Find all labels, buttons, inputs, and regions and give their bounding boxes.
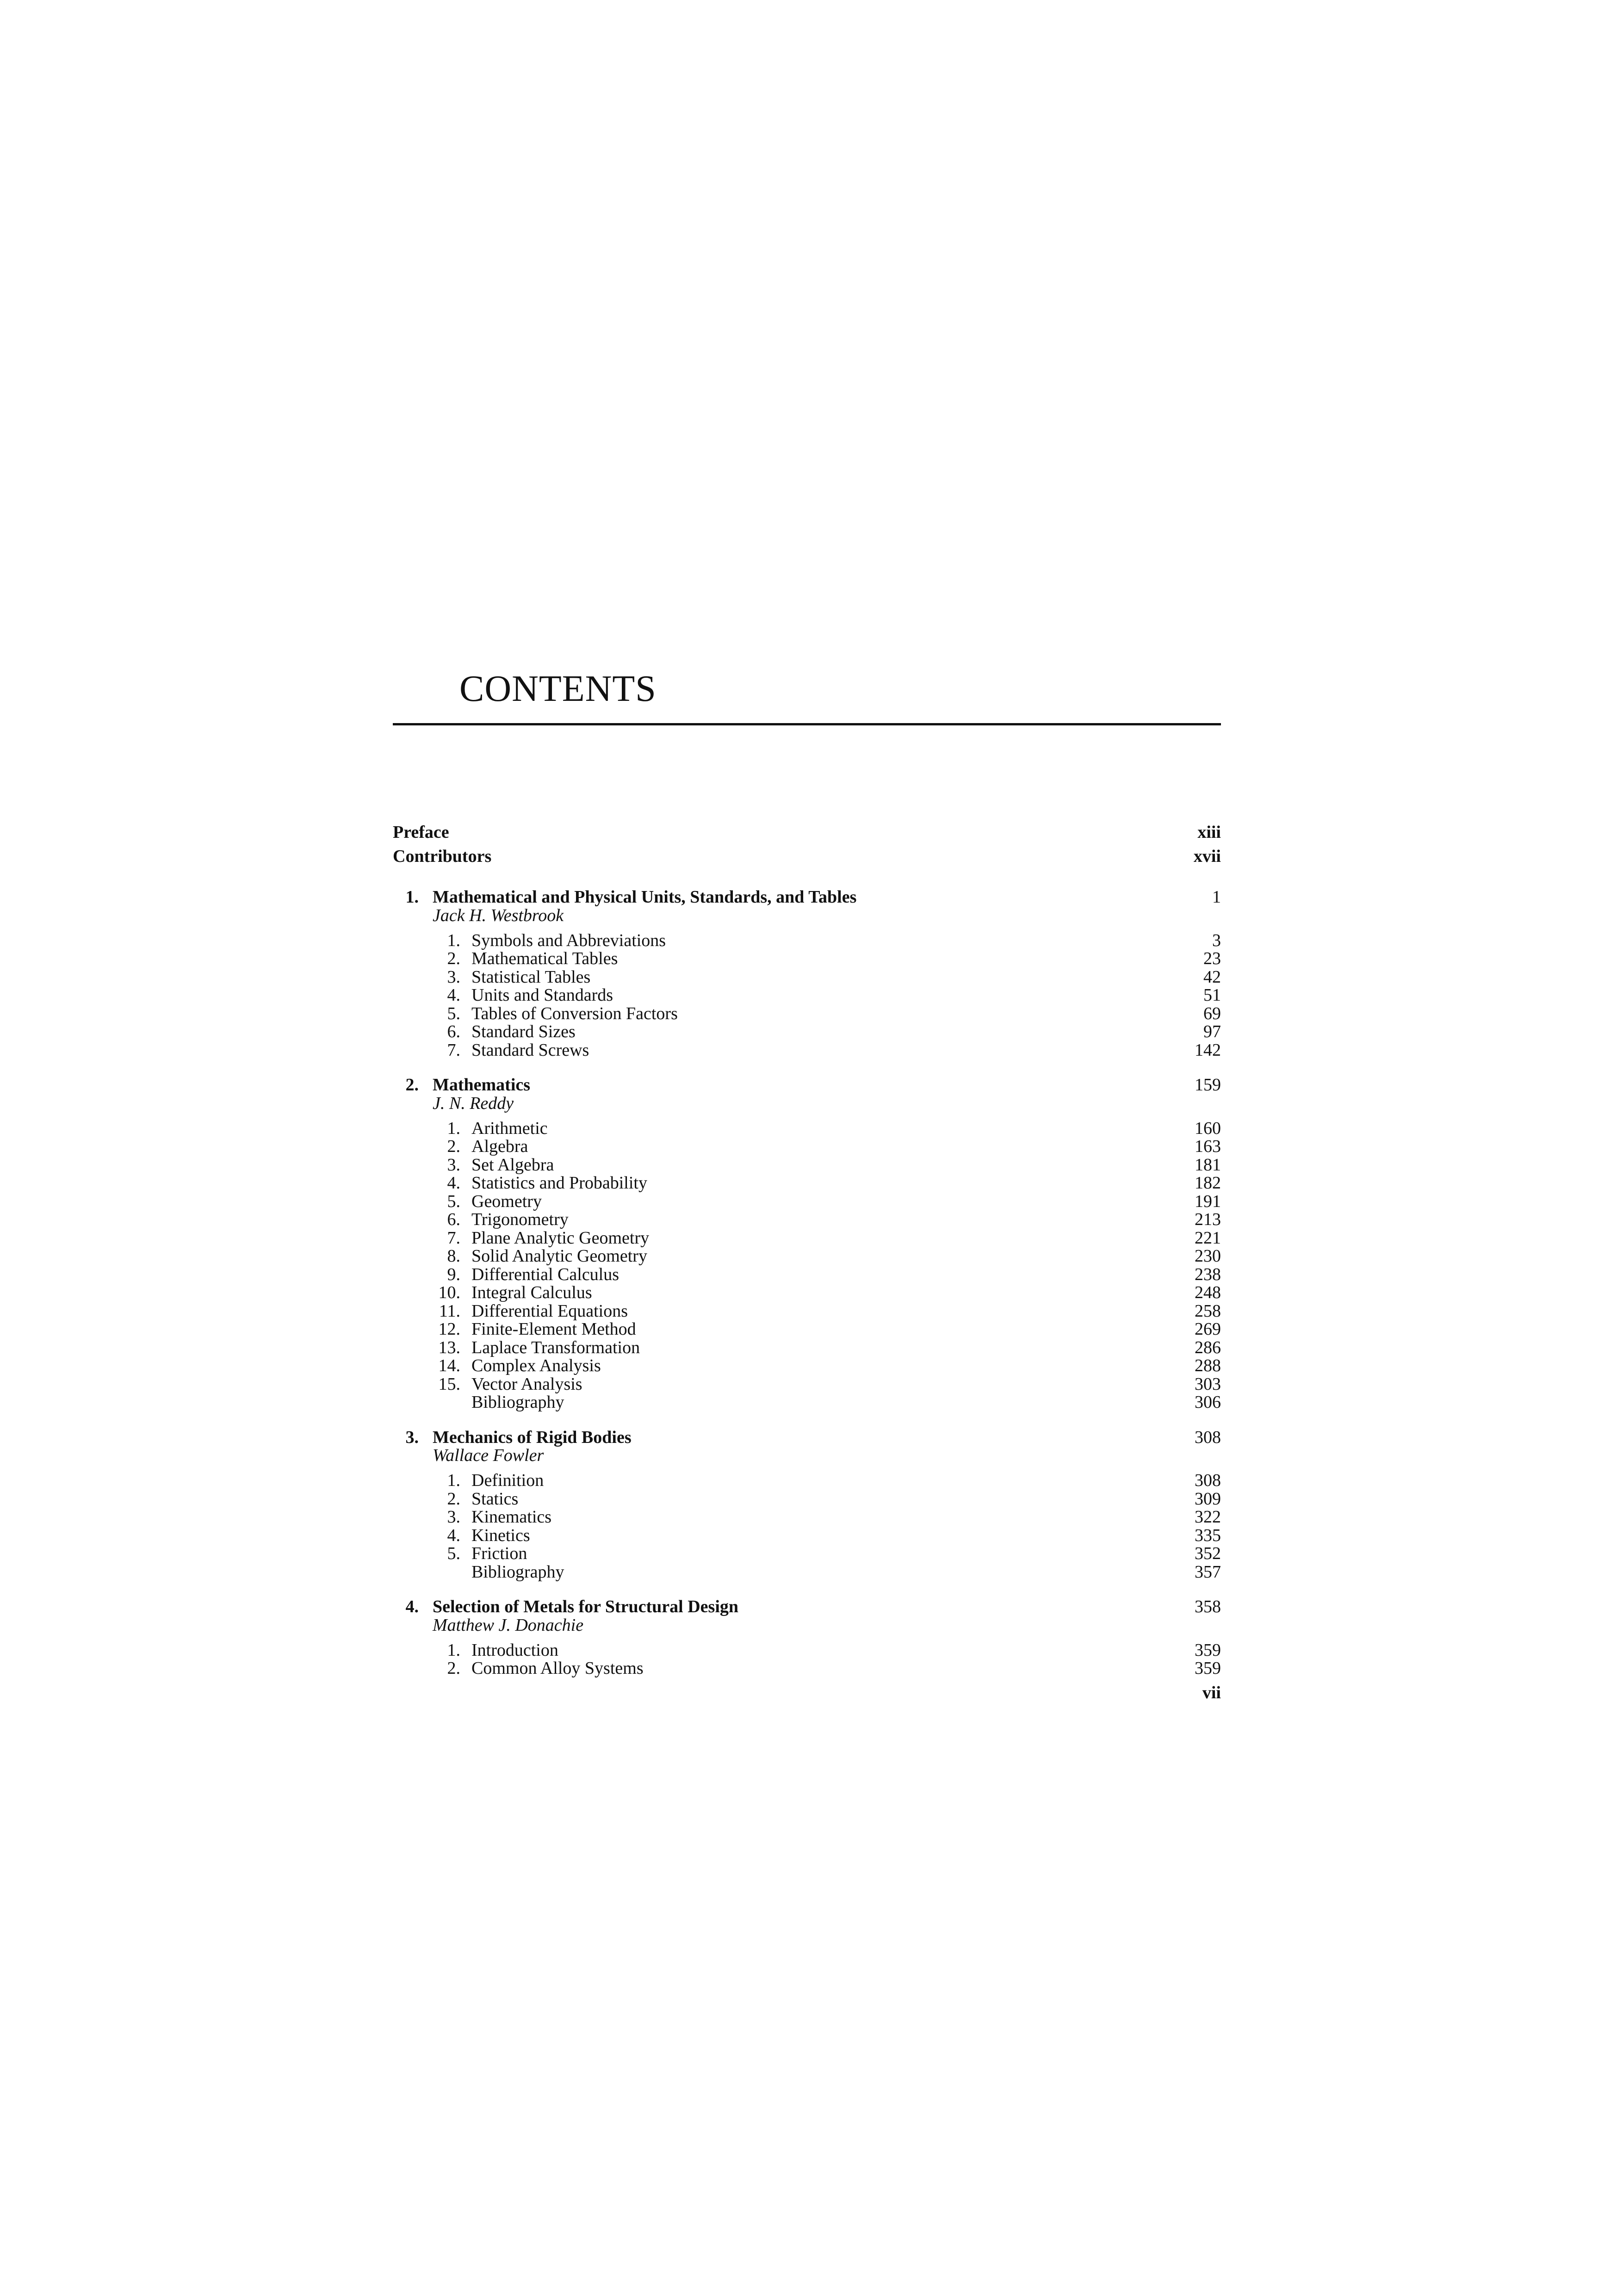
section-number: 7. xyxy=(447,1040,460,1060)
section-page-number: 248 xyxy=(1195,1283,1221,1302)
section-entry[interactable] xyxy=(393,1527,1221,1545)
section-number: 1. xyxy=(447,1640,460,1660)
chapter-page-number: 1 xyxy=(1212,887,1221,907)
section-page-number: 69 xyxy=(1203,1003,1221,1023)
section-title: Standard Sizes xyxy=(471,1022,576,1041)
section-number: 4. xyxy=(447,1525,460,1545)
chapter-block xyxy=(393,1076,1221,1412)
section-entry[interactable] xyxy=(393,1393,1221,1412)
section-page-number: 97 xyxy=(1203,1022,1221,1041)
chapter-block xyxy=(393,888,1221,1059)
chapter-heading[interactable] xyxy=(393,1076,1221,1095)
section-page-number: 269 xyxy=(1195,1319,1221,1339)
section-entry[interactable] xyxy=(393,1174,1221,1193)
page-title: CONTENTS xyxy=(459,668,657,709)
section-number: 3. xyxy=(447,1155,460,1175)
section-number: 5. xyxy=(447,1003,460,1023)
section-page-number: 142 xyxy=(1195,1040,1221,1060)
section-page-number: 303 xyxy=(1195,1374,1221,1394)
section-page-number: 352 xyxy=(1195,1544,1221,1563)
section-entry[interactable] xyxy=(393,1284,1221,1302)
section-page-number: 163 xyxy=(1195,1137,1221,1156)
section-title: Statistics and Probability xyxy=(471,1173,647,1193)
chapter-title: Mathematical and Physical Units, Standards, and Tables xyxy=(433,887,857,907)
entry-title: Contributors xyxy=(393,847,492,866)
section-title: Laplace Transformation xyxy=(471,1337,640,1357)
section-title: Plane Analytic Geometry xyxy=(471,1228,650,1248)
chapter-heading[interactable] xyxy=(393,1598,1221,1616)
section-entry[interactable] xyxy=(393,968,1221,987)
section-title: Algebra xyxy=(471,1137,528,1156)
section-number: 8. xyxy=(447,1246,460,1266)
chapter-heading[interactable] xyxy=(393,888,1221,907)
chapter-title: Selection of Metals for Structural Design xyxy=(433,1597,739,1616)
section-number: 10. xyxy=(438,1283,460,1302)
title-rule xyxy=(393,723,1221,725)
section-number: 4. xyxy=(447,985,460,1005)
section-title: Standard Screws xyxy=(471,1040,589,1060)
entry-title: Preface xyxy=(393,823,449,842)
section-title: Common Alloy Systems xyxy=(471,1659,644,1678)
chapter-number: 4. xyxy=(405,1597,419,1616)
section-entry[interactable] xyxy=(393,1193,1221,1211)
section-number: 2. xyxy=(447,949,460,968)
section-number: 4. xyxy=(447,1173,460,1193)
section-page-number: 359 xyxy=(1195,1659,1221,1678)
section-page-number: 181 xyxy=(1195,1155,1221,1175)
section-title: Geometry xyxy=(471,1191,542,1211)
section-page-number: 335 xyxy=(1195,1525,1221,1545)
section-entry[interactable] xyxy=(393,1211,1221,1229)
section-entry[interactable] xyxy=(393,1229,1221,1248)
section-entry[interactable] xyxy=(393,1490,1221,1509)
section-page-number: 322 xyxy=(1195,1507,1221,1527)
section-page-number: 191 xyxy=(1195,1191,1221,1211)
section-title: Differential Equations xyxy=(471,1301,628,1321)
section-page-number: 286 xyxy=(1195,1337,1221,1357)
section-number: 5. xyxy=(447,1544,460,1563)
section-title: Set Algebra xyxy=(471,1155,554,1175)
section-number: 6. xyxy=(447,1210,460,1229)
chapter-page-number: 358 xyxy=(1195,1597,1221,1616)
section-number: 14. xyxy=(438,1356,460,1375)
section-title: Kinematics xyxy=(471,1507,552,1527)
front-matter-entry[interactable] xyxy=(393,848,1221,872)
front-matter-entry[interactable] xyxy=(393,823,1221,848)
section-page-number: 359 xyxy=(1195,1640,1221,1660)
chapter-number: 1. xyxy=(405,887,419,907)
section-number: 6. xyxy=(447,1022,460,1041)
section-title: Finite-Element Method xyxy=(471,1319,636,1339)
section-entry[interactable] xyxy=(393,1375,1221,1394)
section-number: 7. xyxy=(447,1228,460,1248)
section-title: Solid Analytic Geometry xyxy=(471,1246,647,1266)
section-number: 3. xyxy=(447,967,460,987)
section-number: 5. xyxy=(447,1191,460,1211)
entry-page-number: xiii xyxy=(1197,823,1221,842)
section-page-number: 23 xyxy=(1203,949,1221,968)
section-entry[interactable] xyxy=(393,1563,1221,1582)
chapter-author: Wallace Fowler xyxy=(433,1446,544,1465)
section-entry[interactable] xyxy=(393,1320,1221,1339)
section-entry[interactable] xyxy=(393,1357,1221,1375)
section-page-number: 213 xyxy=(1195,1210,1221,1229)
section-page-number: 238 xyxy=(1195,1264,1221,1284)
chapter-author: Matthew J. Donachie xyxy=(433,1615,584,1635)
section-entry[interactable] xyxy=(393,1339,1221,1357)
section-title: Friction xyxy=(471,1544,527,1563)
table-of-contents xyxy=(393,823,1221,1678)
section-number: 1. xyxy=(447,1471,460,1490)
section-entry[interactable] xyxy=(393,950,1221,968)
page-folio: vii xyxy=(1202,1683,1221,1702)
section-entry[interactable] xyxy=(393,1266,1221,1284)
section-number: 2. xyxy=(447,1137,460,1156)
chapter-heading[interactable] xyxy=(393,1429,1221,1447)
section-entry[interactable] xyxy=(393,1508,1221,1527)
section-page-number: 51 xyxy=(1203,985,1221,1005)
section-title: Arithmetic xyxy=(471,1118,548,1138)
section-number: 15. xyxy=(438,1374,460,1394)
section-title: Integral Calculus xyxy=(471,1283,592,1302)
section-entry[interactable] xyxy=(393,1247,1221,1266)
section-page-number: 288 xyxy=(1195,1356,1221,1375)
chapter-block xyxy=(393,1598,1221,1678)
section-title: Bibliography xyxy=(471,1562,564,1582)
section-entry[interactable] xyxy=(393,1545,1221,1563)
section-entry[interactable] xyxy=(393,1138,1221,1156)
section-page-number: 3 xyxy=(1212,930,1221,950)
section-title: Statistical Tables xyxy=(471,967,591,987)
section-number: 3. xyxy=(447,1507,460,1527)
section-number: 12. xyxy=(438,1319,460,1339)
section-page-number: 308 xyxy=(1195,1471,1221,1490)
section-entry[interactable] xyxy=(393,1023,1221,1041)
section-page-number: 309 xyxy=(1195,1489,1221,1509)
chapter-page-number: 159 xyxy=(1195,1075,1221,1095)
section-title: Statics xyxy=(471,1489,519,1509)
section-entry[interactable] xyxy=(393,1005,1221,1023)
chapter-title: Mathematics xyxy=(433,1075,531,1095)
section-title: Trigonometry xyxy=(471,1210,569,1229)
chapter-number: 3. xyxy=(405,1427,419,1447)
section-title: Differential Calculus xyxy=(471,1264,619,1284)
section-number: 11. xyxy=(439,1301,460,1321)
section-page-number: 306 xyxy=(1195,1392,1221,1412)
section-page-number: 258 xyxy=(1195,1301,1221,1321)
section-entry[interactable] xyxy=(393,1041,1221,1060)
entry-page-number: xvii xyxy=(1193,847,1221,866)
section-entry[interactable] xyxy=(393,1641,1221,1660)
section-page-number: 230 xyxy=(1195,1246,1221,1266)
section-entry[interactable] xyxy=(393,1156,1221,1175)
section-title: Bibliography xyxy=(471,1392,564,1412)
section-entry[interactable] xyxy=(393,986,1221,1005)
section-number: 2. xyxy=(447,1659,460,1678)
section-page-number: 160 xyxy=(1195,1118,1221,1138)
section-entry[interactable] xyxy=(393,1120,1221,1138)
section-title: Symbols and Abbreviations xyxy=(471,930,666,950)
section-number: 1. xyxy=(447,1118,460,1138)
section-number: 13. xyxy=(438,1337,460,1357)
chapter-author: J. N. Reddy xyxy=(433,1093,514,1113)
chapter-number: 2. xyxy=(405,1075,419,1095)
chapter-page-number: 308 xyxy=(1195,1427,1221,1447)
section-number: 2. xyxy=(447,1489,460,1509)
section-entry[interactable] xyxy=(393,1472,1221,1490)
section-number: 1. xyxy=(447,930,460,950)
section-title: Definition xyxy=(471,1471,544,1490)
section-number: 9. xyxy=(447,1264,460,1284)
section-title: Complex Analysis xyxy=(471,1356,601,1375)
section-entry[interactable] xyxy=(393,932,1221,950)
chapter-block xyxy=(393,1429,1221,1582)
section-title: Tables of Conversion Factors xyxy=(471,1003,678,1023)
section-entry[interactable] xyxy=(393,1302,1221,1321)
chapter-author: Jack H. Westbrook xyxy=(433,905,564,925)
section-title: Introduction xyxy=(471,1640,558,1660)
section-page-number: 357 xyxy=(1195,1562,1221,1582)
section-title: Units and Standards xyxy=(471,985,613,1005)
section-title: Vector Analysis xyxy=(471,1374,582,1394)
section-page-number: 182 xyxy=(1195,1173,1221,1193)
chapter-title: Mechanics of Rigid Bodies xyxy=(433,1427,632,1447)
section-title: Kinetics xyxy=(471,1525,530,1545)
section-page-number: 42 xyxy=(1203,967,1221,987)
section-entry[interactable] xyxy=(393,1659,1221,1678)
section-title: Mathematical Tables xyxy=(471,949,618,968)
section-page-number: 221 xyxy=(1195,1228,1221,1248)
